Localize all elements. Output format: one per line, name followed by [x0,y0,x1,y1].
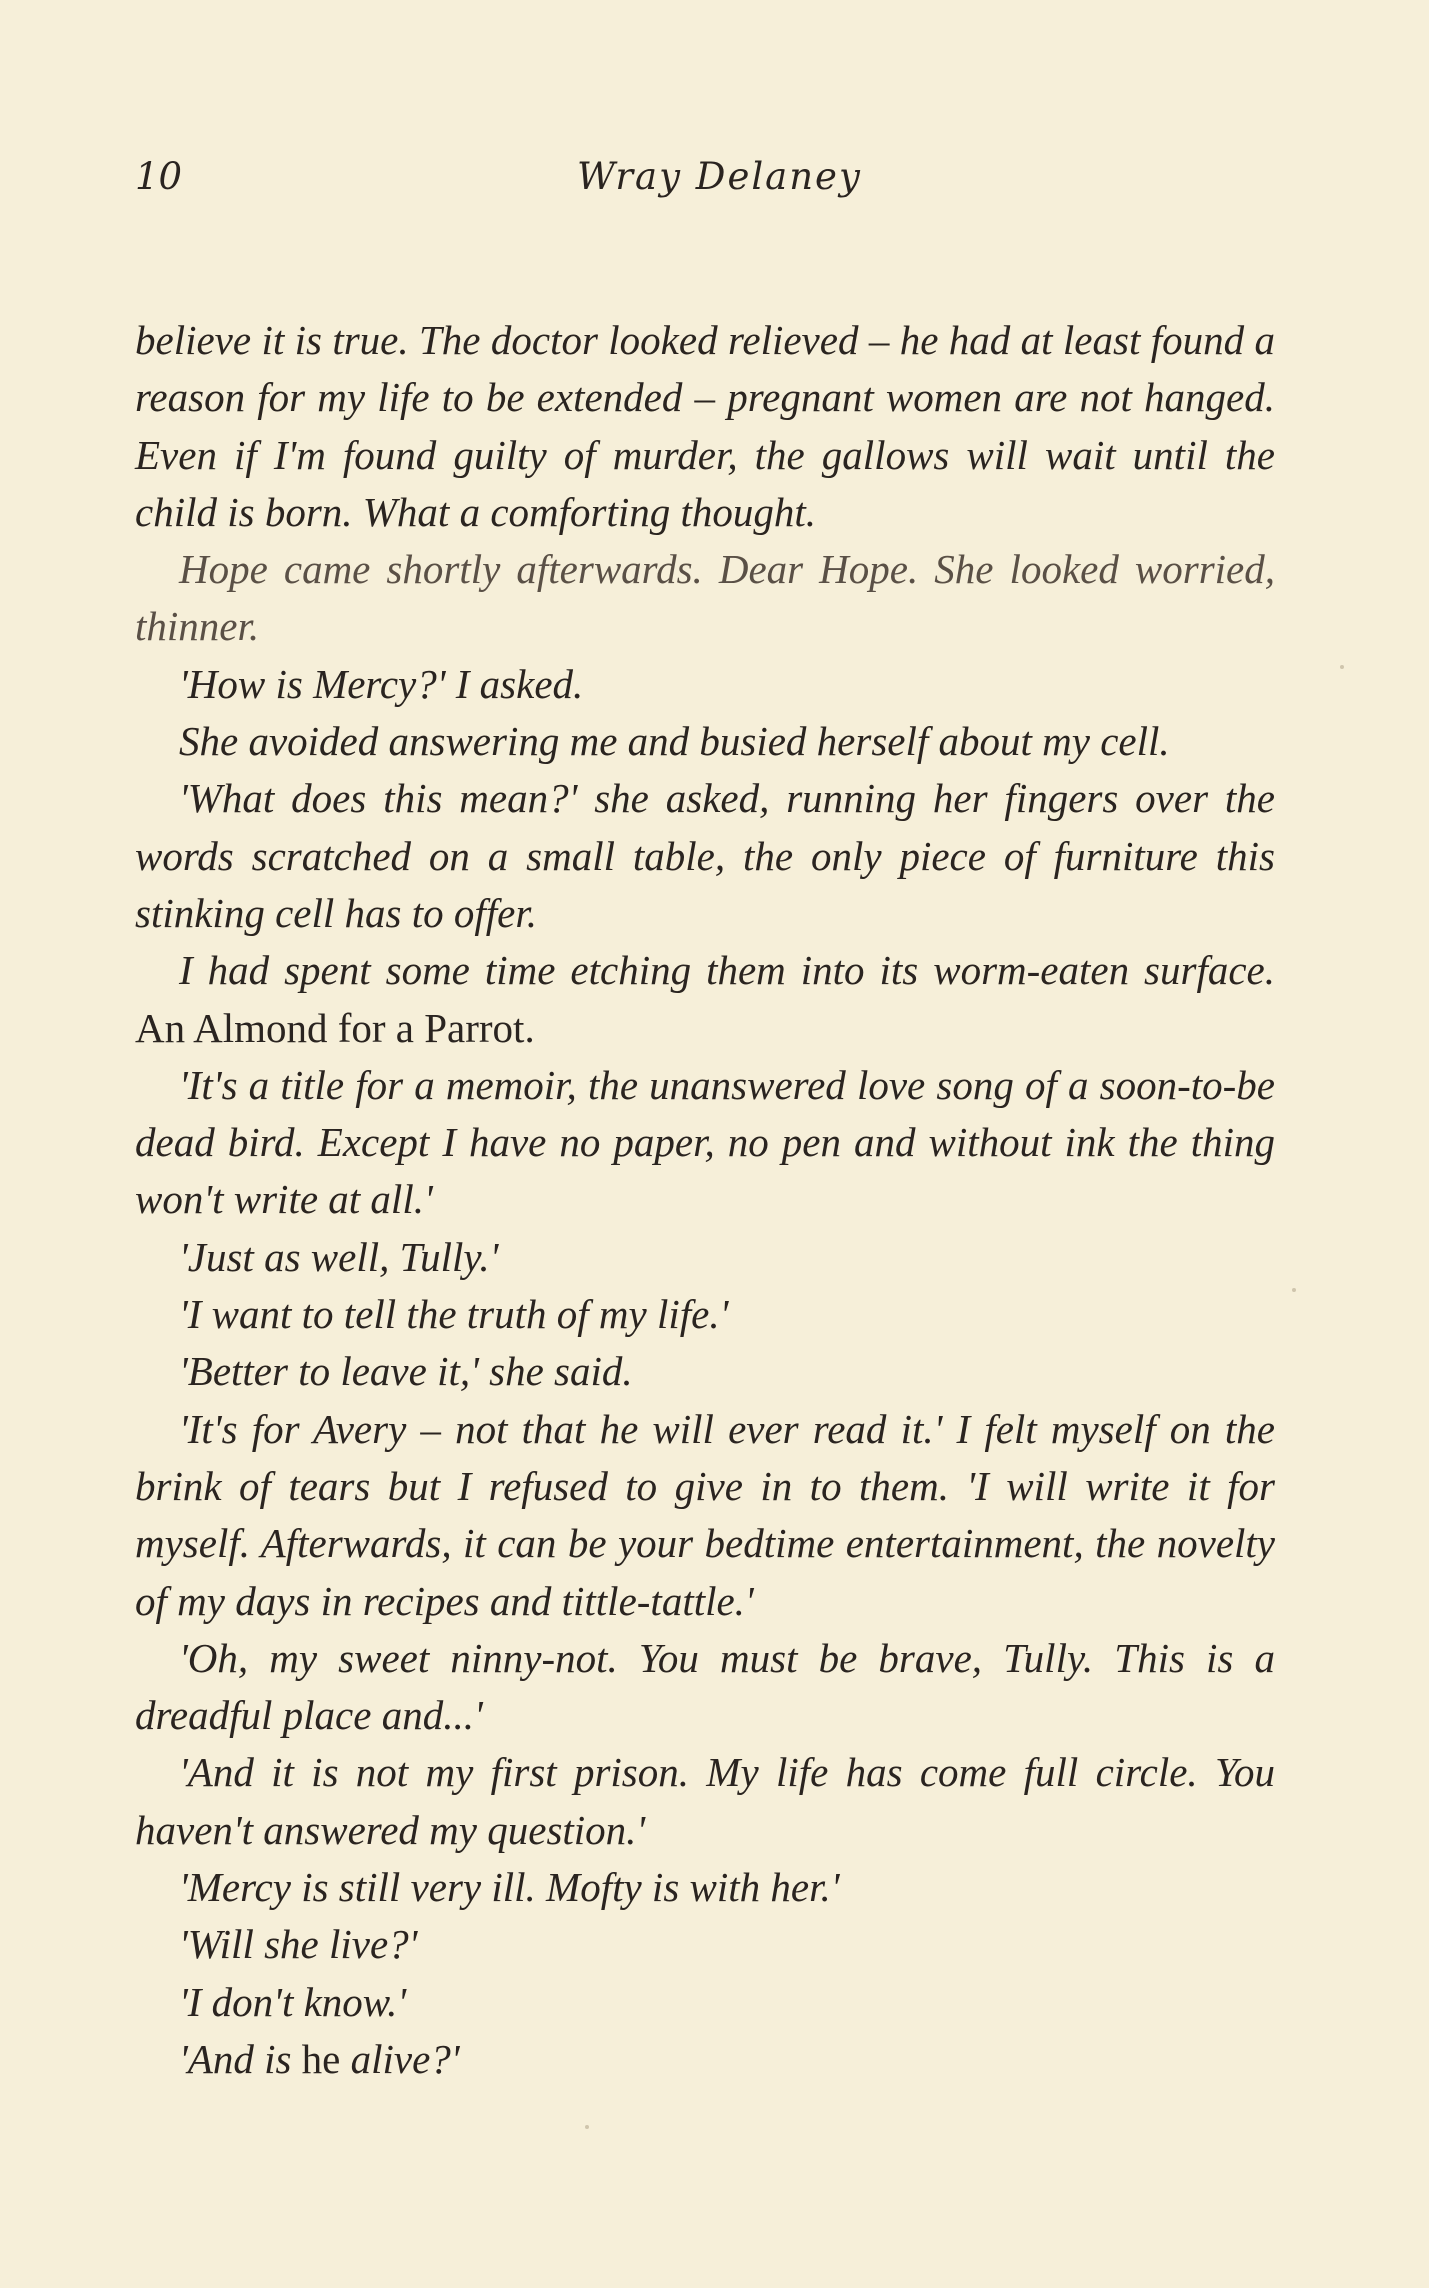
paragraph: 'It's for Avery – not that he will ever read it.' I felt myself on the brink of tears but I refused to give in to them. 'I will write it for myself. Afterwards, it can be your bedtime entertainment, the novelty of my days in recipes and tittle-tattle.' [135,1405,1275,1624]
paragraph: 'Just as well, Tully.' [179,1233,499,1280]
paragraph: 'Oh, my sweet ninny-not. You must be brave, Tully. This is a dreadful place and...' [135,1634,1275,1739]
paragraph-text: I had spent some time etching them into its worm-eaten surface. [179,947,1275,994]
paragraph-text: 'And is [179,2035,292,2082]
page-header [135,155,874,205]
paragraph: believe it is true. The doctor looked relieved – he had at least found a reason for my life to be extended – pregnant women are not hanged. Even if I'm found guilty of murder, the gallows will wait until the child is born. What a comforting thought. [135,317,1275,535]
running-head: Wray Delaney [577,155,862,198]
paragraph: Hope came shortly afterwards. Dear Hope. She looked worried, thinner. [135,546,1275,650]
paragraph [135,942,1275,1057]
page-number: 10 [135,155,183,198]
paragraph: 'How is Mercy?' I asked. [179,660,584,707]
paragraph: 'What does this mean?' she asked, running her fingers over the words scratched on a small table, the only piece of furniture this stinking cell has to offer. [135,775,1275,936]
paragraph: 'I don't know.' [179,1978,407,2025]
paper-speck [1292,1288,1296,1292]
paragraph: 'It's a title for a memoir, the unanswered love song of a soon-to-be dead bird. Except I have no paper, no pen and without ink the thing won't write at all.' [135,1061,1275,1223]
roman-word: he [301,2035,341,2082]
paragraph: 'Better to leave it,' she said. [179,1348,633,1395]
paragraph: 'I want to tell the truth of my life.' [179,1291,729,1338]
paragraph-text: alive?' [350,2035,460,2082]
paragraph: 'And it is not my first prison. My life has come full circle. You haven't answered my question.' [135,1749,1275,1853]
paragraph: 'Mercy is still very ill. Mofty is with her.' [179,1864,840,1911]
memoir-title: An Almond for a Parrot. [135,1004,535,1051]
paragraph: She avoided answering me and busied herself about my cell. [179,718,1170,765]
paper-speck [1340,665,1344,669]
paper-speck [585,2125,589,2129]
paragraph: 'Will she live?' [179,1921,418,1968]
paragraph [135,2031,1275,2088]
body-text [135,312,1275,2088]
